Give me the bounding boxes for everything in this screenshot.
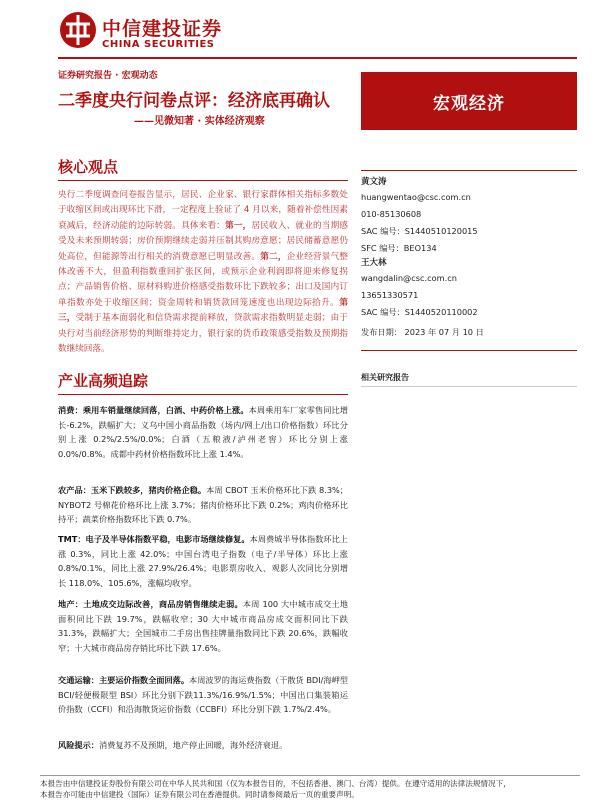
transport-text: 本周波罗的海运费指数（干散货 BDI/海岬型 BCI/轻便极限型 BSI）环比分别下跌11.3%/16.9%/1.5%；中国出口集装箱运价指数（CCFI）和沿海散货运价指数（CCBFI）环比分别下跌 1.7%/2.4%。 bbox=[58, 675, 348, 714]
consumption-paragraph bbox=[58, 403, 348, 461]
core-text-1: 央行二季度调查问卷报告显示，居民、企业家、银行家群体相关指标多数处于收缩区间或出现环比下滑，一定程度上验证了 4 月以来，随着补偿性因素衰减后，经济动能的边际转弱。具体来看： bbox=[58, 190, 348, 231]
disclaimer bbox=[40, 778, 580, 800]
transport-head: 交通运输：主要运价指数全面回落。 bbox=[58, 675, 190, 685]
related-reports-divider bbox=[361, 386, 577, 387]
author-sac-2: SAC 编号：S1440520110002 bbox=[361, 307, 478, 317]
risk-text: 消费复苏不及预期，地产停止回暖，海外经济衰退。 bbox=[98, 740, 288, 750]
author-phone-1: 010-85130608 bbox=[361, 209, 422, 219]
breadcrumb: 证券研究报告 · 宏观动态 bbox=[58, 71, 158, 81]
brand-logo-icon bbox=[58, 10, 98, 50]
sidebar-top-divider bbox=[361, 170, 577, 171]
tmt-text: 本周费城半导体指数环比上涨 0.3%，同比上涨 42.0%；中国台湾电子指数（电子/半导体）环比上涨 0.8%/0.1%，同比上涨 27.9%/26.4%；电影票房收入、观影人次同比分别增长 118.0%、105.6%，涨幅均收窄。 bbox=[58, 534, 348, 588]
related-reports-label: 相关研究报告 bbox=[361, 373, 409, 382]
author-name-2: 王大林 bbox=[361, 258, 387, 268]
author-email-2: wangdalin@csc.com.cn bbox=[361, 273, 457, 283]
author-name-1: 黄文涛 bbox=[361, 177, 387, 187]
header-divider bbox=[58, 57, 577, 59]
realestate-head: 地产：土地成交边际改善，商品房销售继续走弱。 bbox=[58, 599, 243, 609]
author-phone-2: 13651330571 bbox=[361, 290, 419, 300]
sidebar-mid-divider bbox=[361, 350, 577, 351]
agriculture-text: 本周 CBOT 玉米价格环比下跌 8.3%；NYBOT2 号棉花价格环比上涨 3.7%；猪肉价格环比下跌 0.2%；鸡肉价格环比持平；蔬菜价格指数环比下跌 0.7%。 bbox=[58, 485, 348, 524]
core-bold-3: 第三， bbox=[58, 297, 348, 324]
core-paragraph bbox=[58, 188, 348, 357]
industry-heading-text: 产业高频追踪 bbox=[58, 372, 149, 390]
author-sac-1: SAC 编号：S1440510120015 bbox=[361, 226, 478, 236]
author-email-1: huangwentao@csc.com.cn bbox=[361, 192, 471, 202]
agriculture-paragraph bbox=[58, 483, 348, 527]
realestate-paragraph bbox=[58, 597, 348, 655]
publish-date: 发布日期： 2023 年 07 月 10 日 bbox=[361, 327, 484, 337]
risk-paragraph bbox=[58, 738, 348, 753]
consumption-text: 本周乘用车厂家零售同比增长-6.2%，跌幅扩大；义乌中国小商品指数（场内/网上/出口价格指数）环比分别上涨 0.2%/2.5%/0.0%；白酒（五粮液/泸州老窖）环比分别上涨 0.0%/0.8%。成都中药材价格指数环比上涨 1.4%。 bbox=[58, 405, 348, 459]
footer-divider bbox=[40, 775, 580, 776]
page-subtitle: ——见微知著 · 实体经济观察 bbox=[134, 116, 265, 127]
consumption-head: 消费：乘用车销量继续回落，白酒、中药价格上涨。 bbox=[58, 405, 249, 415]
core-bold-2: 第二， bbox=[260, 251, 287, 262]
core-text-4: 受制于基本面弱化和信贷需求提前释放，贷款需求指数明显走弱；由于央行对当前经济形势的判断维持定力，银行家的货币政策感受指数及预期指数继续回落。 bbox=[58, 313, 348, 355]
core-text-3: 企业经营景气整体改善不大，但盈利指数重回扩张区间，或预示企业利润即将迎来修复拐点；产品销售价格、原材料购进价格感受指数环比下跌较多；出口及国内订单指数亦处于收缩区间；资金周转和销货款回笼速度也出现边际拾升。 bbox=[58, 251, 348, 308]
brand-name-en: CHINA SECURITIES bbox=[102, 39, 215, 50]
risk-head: 风险提示： bbox=[58, 740, 99, 750]
industry-section-heading bbox=[58, 372, 348, 395]
core-bold-1: 第一， bbox=[225, 220, 252, 231]
page-title: 二季度央行问卷点评：经济底再确认 bbox=[58, 91, 330, 111]
core-section-heading bbox=[58, 158, 348, 181]
tmt-head: TMT：电子及半导体指数平稳，电影市场继续修复。 bbox=[58, 534, 250, 544]
author-sfc-1: SFC 编号：BEO134 bbox=[361, 243, 437, 253]
transport-paragraph bbox=[58, 673, 348, 717]
category-badge: 宏观经济 bbox=[361, 72, 577, 130]
realestate-text: 本周 100 大中城市成交土地面积同比下跌 19.7%，跌幅收窄；30 大中城市商品房成交面积同比下跌 31.3%，跌幅扩大；全国城市二手房出售挂牌量指数同比下跌 20.6%，跌幅收窄；十大城市商品房存销比环比下跌 17.6%。 bbox=[58, 599, 348, 653]
disclaimer-line-2: 本报告亦可能由中信建投（国际）证券有限公司在香港提供。同时请参阅最后一页的重要声明。 bbox=[40, 790, 359, 799]
core-text-2: 居民收入、就业的当期感受及未来预期转弱；房价预期继续走弱并压制其购房意愿；居民储蓄意愿仍处高位，但能源等出行相关的消费意愿已明显改善。 bbox=[58, 220, 348, 262]
disclaimer-line-1: 本报告由中信建投证券股份有限公司在中华人民共和国（仅为本报告目的，不包括香港、澳门、台湾）提供。在遵守适用的法律法规情况下， bbox=[40, 779, 511, 788]
brand-name-cn: 中信建投证券 bbox=[102, 18, 223, 40]
agriculture-head: 农产品：玉米下跌较多，猪肉价格企稳。 bbox=[58, 485, 207, 495]
core-heading-text: 核心观点 bbox=[58, 158, 119, 176]
tmt-paragraph bbox=[58, 532, 348, 590]
brand-logo bbox=[58, 10, 258, 56]
